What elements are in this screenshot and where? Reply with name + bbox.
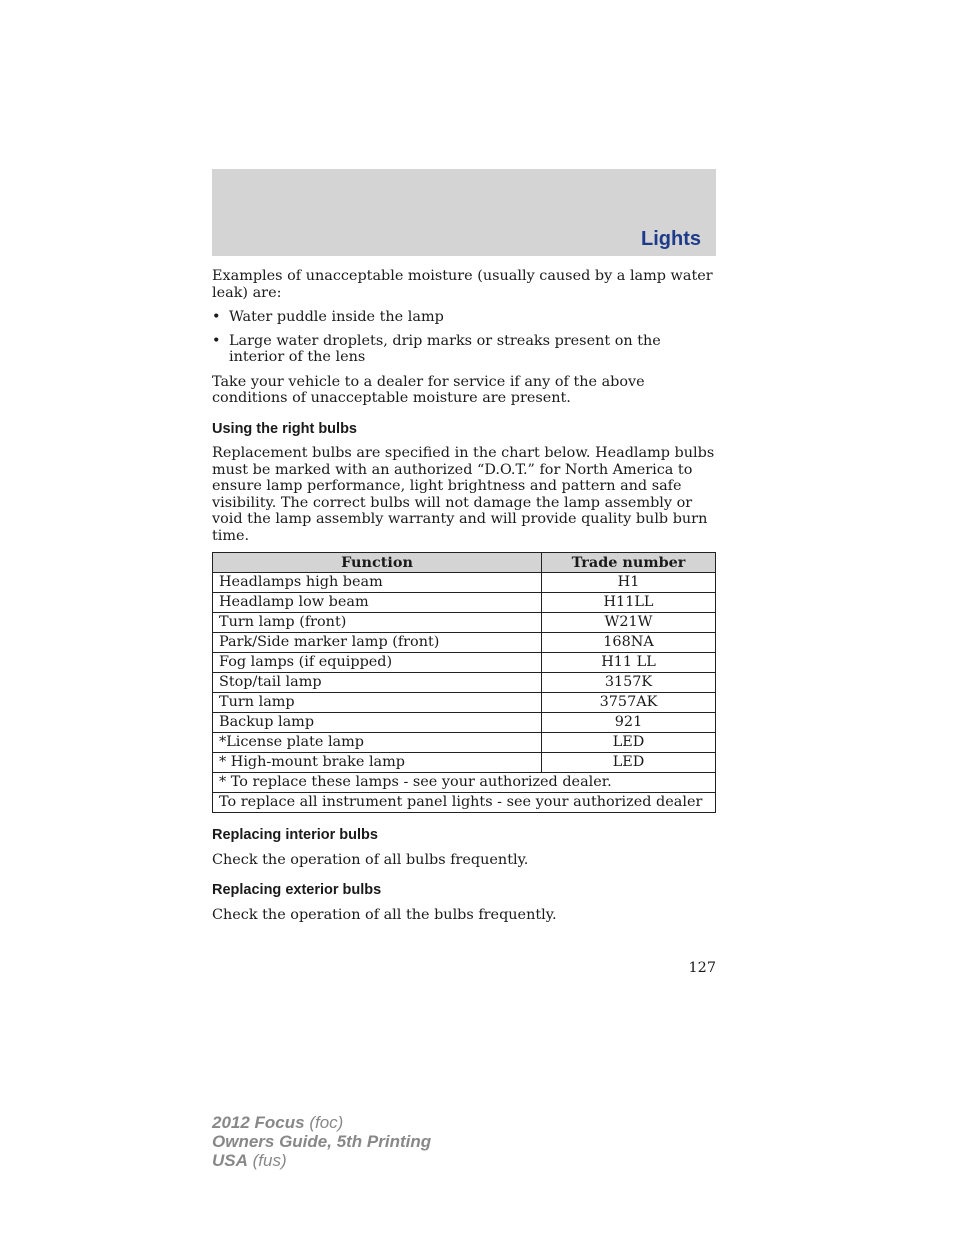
bullet-icon: • bbox=[212, 309, 221, 325]
table-note-row bbox=[213, 773, 716, 793]
function-cell: Park/Side marker lamp (front) bbox=[213, 633, 542, 653]
function-cell: Turn lamp bbox=[213, 693, 542, 713]
table-row bbox=[213, 613, 716, 633]
function-cell: Turn lamp (front) bbox=[213, 613, 542, 633]
function-cell: Stop/tail lamp bbox=[213, 673, 542, 693]
chapter-header bbox=[212, 169, 716, 256]
trade-number-cell: H1 bbox=[542, 573, 716, 593]
bullet-icon: • bbox=[212, 332, 221, 349]
page-content bbox=[212, 268, 716, 931]
trade-number-cell: H11LL bbox=[542, 593, 716, 613]
exterior-paragraph: Check the operation of all the bulbs frequently. bbox=[212, 906, 557, 923]
trade-number-cell: 921 bbox=[542, 713, 716, 733]
column-header-trade-number: Trade number bbox=[542, 553, 716, 573]
column-header-function: Function bbox=[213, 553, 542, 573]
table-row bbox=[213, 653, 716, 673]
intro-paragraph: Examples of unacceptable moisture (usually caused by a lamp water leak) are: bbox=[212, 268, 713, 301]
bulb-table bbox=[212, 552, 716, 813]
moisture-list bbox=[212, 309, 716, 366]
table-note: * To replace these lamps - see your authorized dealer. bbox=[213, 773, 716, 793]
footer-line-region: USA (fus) bbox=[212, 1151, 287, 1170]
chapter-title: Lights bbox=[641, 228, 701, 250]
footer-line-guide: Owners Guide, 5th Printing bbox=[212, 1132, 432, 1151]
document-footer bbox=[212, 1113, 431, 1170]
function-cell: * High-mount brake lamp bbox=[213, 753, 542, 773]
table-row bbox=[213, 733, 716, 753]
table-row bbox=[213, 593, 716, 613]
section-heading-interior: Replacing interior bulbs bbox=[212, 827, 378, 843]
interior-paragraph: Check the operation of all bulbs frequently. bbox=[212, 851, 529, 868]
function-cell: Backup lamp bbox=[213, 713, 542, 733]
function-cell: Headlamp low beam bbox=[213, 593, 542, 613]
page-number: 127 bbox=[688, 960, 716, 976]
list-item: • Water puddle inside the lamp bbox=[212, 309, 444, 325]
closing-paragraph: Take your vehicle to a dealer for service if any of the above conditions of unacceptable moisture are present. bbox=[212, 373, 645, 406]
trade-number-cell: LED bbox=[542, 733, 716, 753]
table-row bbox=[213, 753, 716, 773]
function-cell: Fog lamps (if equipped) bbox=[213, 653, 542, 673]
table-header-row bbox=[213, 553, 716, 573]
trade-number-cell: W21W bbox=[542, 613, 716, 633]
table-row bbox=[213, 573, 716, 593]
table-note: To replace all instrument panel lights - see your authorized dealer bbox=[213, 793, 716, 813]
section-heading-exterior: Replacing exterior bulbs bbox=[212, 882, 382, 898]
function-cell: *License plate lamp bbox=[213, 733, 542, 753]
function-cell: Headlamps high beam bbox=[213, 573, 542, 593]
table-row bbox=[213, 713, 716, 733]
trade-number-cell: 3157K bbox=[542, 673, 716, 693]
bulbs-paragraph: Replacement bulbs are specified in the chart below. Headlamp bulbs must be marked with an authorized “D.O.T.” for North America to ensure lamp performance, light brightness and pattern and safe visibility. The correct bulbs will not damage the lamp assembly or void the lamp assembly warranty and will provide quality bulb burn time. bbox=[212, 445, 715, 544]
table-row bbox=[213, 633, 716, 653]
table-row bbox=[213, 693, 716, 713]
trade-number-cell: H11 LL bbox=[542, 653, 716, 673]
list-item: • Large water droplets, drip marks or streaks present on the interior of the lens bbox=[212, 332, 661, 365]
section-heading-bulbs: Using the right bulbs bbox=[212, 420, 357, 437]
trade-number-cell: 3757AK bbox=[542, 693, 716, 713]
trade-number-cell: 168NA bbox=[542, 633, 716, 653]
table-note-row bbox=[213, 793, 716, 813]
footer-line-model: 2012 Focus (foc) bbox=[212, 1113, 344, 1132]
table-row bbox=[213, 673, 716, 693]
trade-number-cell: LED bbox=[542, 753, 716, 773]
